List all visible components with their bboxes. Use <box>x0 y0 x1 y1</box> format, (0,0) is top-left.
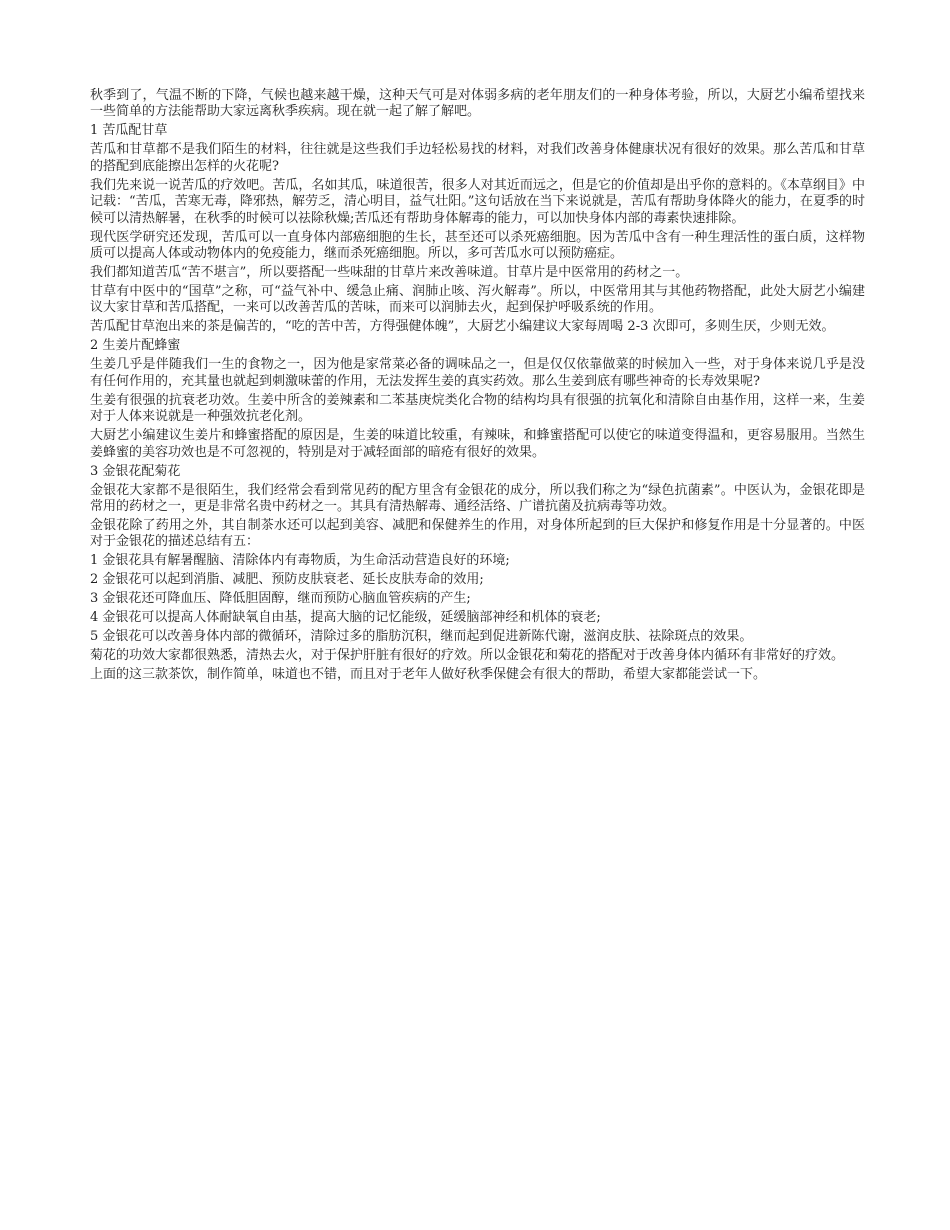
paragraph: 我们都知道苦瓜“苦不堪言”，所以要搭配一些味甜的甘草片来改善味道。甘草片是中医常用的药材之一。 <box>90 265 689 281</box>
list-item: 4 金银花可以提高人体耐缺氧自由基，提高大脑的记忆能级，延缓脑部神经和机体的衰老; <box>90 610 601 626</box>
section-heading-honeysuckle-chrysanthemum: 3 金银花配菊花 <box>90 463 181 479</box>
article-body <box>90 88 865 686</box>
section-heading-bitter-melon: 1 苦瓜配甘草 <box>90 123 168 139</box>
list-item: 1 金银花具有解暑醒脑、清除体内有毒物质，为生命活动营造良好的环境; <box>90 553 510 569</box>
list-item: 5 金银花可以改善身体内部的微循环，清除过多的脂肪沉积，继而起到促进新陈代谢，滋润皮肤、祛除斑点的效果。 <box>90 629 753 645</box>
section-heading-ginger-honey: 2 生姜片配蜂蜜 <box>90 338 181 354</box>
closing-paragraph: 上面的这三款茶饮，制作简单，味道也不错，而且对于老年人做好秋季保健会有很大的帮助，希望大家都能尝试一下。 <box>90 667 767 683</box>
paragraph: 菊花的功效大家都很熟悉，清热去火，对于保护肝脏有很好的疗效。所以金银花和菊花的搭配对于改善身体内循环有非常好的疗效。 <box>90 648 845 664</box>
list-item: 3 金银花还可降血压、降低胆固醇，继而预防心脑血管疾病的产生; <box>90 591 471 607</box>
paragraph: 苦瓜配甘草泡出来的茶是偏苦的，“吃的苦中苦，方得强健体魄”，大厨艺小编建议大家每周喝 2-3 次即可，多则生厌，少则无效。 <box>90 319 835 335</box>
paragraph: 现代医学研究还发现，苦瓜可以一直身体内部癌细胞的生长，甚至还可以杀死癌细胞。因为苦瓜中含有一种生理活性的蛋白质，这样物质可以提高人体或动物体内的免疫能力，继而杀死癌细胞。所以，多可苦瓜水可以预防癌症。 <box>90 229 865 262</box>
paragraph: 甘草有中医中的“国草”之称，可“益气补中、缓急止痛、润肺止咳、泻火解毒”。所以，中医常用其与其他药物搭配，此处大厨艺小编建议大家甘草和苦瓜搭配，一来可以改善苦瓜的苦味，而来可以润肺去火，起到保护呼吸系统的作用。 <box>90 284 865 316</box>
paragraph: 金银花大家都不是很陌生，我们经常会看到常见药的配方里含有金银花的成分，所以我们称之为“绿色抗菌素”。中医认为，金银花即是常用的药材之一，更是非常名贵中药材之一。其具有清热解毒、通经活络、广谱抗菌及抗病毒等功效。 <box>90 482 865 515</box>
paragraph: 金银花除了药用之外，其自制茶水还可以起到美容、减肥和保健养生的作用，对身体所起到的巨大保护和修复作用是十分显著的。中医对于金银花的描述总结有五： <box>90 518 865 550</box>
paragraph: 生姜几乎是伴随我们一生的食物之一，因为他是家常菜必备的调味品之一，但是仅仅依靠做菜的时候加入一些，对于身体来说几乎是没有任何作用的，充其量也就起到刺激味蕾的作用，无法发挥生姜的真实药效。那么生姜到底有哪些神奇的长寿效果呢? <box>90 357 865 389</box>
paragraph: 苦瓜和甘草都不是我们陌生的材料，往往就是这些我们手边轻松易找的材料，对我们改善身体健康状况有很好的效果。那么苦瓜和甘草的搭配到底能擦出怎样的火花呢? <box>90 142 865 174</box>
list-item: 2 金银花可以起到消脂、减肥、预防皮肤衰老、延长皮肤寿命的效用; <box>90 572 484 588</box>
paragraph: 大厨艺小编建议生姜片和蜂蜜搭配的原因是，生姜的味道比较重，有辣味，和蜂蜜搭配可以使它的味道变得温和，更容易服用。当然生姜蜂蜜的美容功效也是不可忽视的，特别是对于减轻面部的暗疮有很好的效果。 <box>90 428 865 460</box>
paragraph: 生姜有很强的抗衰老功效。生姜中所含的姜辣素和二苯基庚烷类化合物的结构均具有很强的抗氧化和清除自由基作用，这样一来，生姜对于人体来说就是一种强效抗老化剂。 <box>90 392 865 425</box>
intro-paragraph: 秋季到了，气温不断的下降，气候也越来越干燥，这种天气可是对体弱多病的老年朋友们的一种身体考验，所以，大厨艺小编希望找来一些简单的方法能帮助大家远离秋季疾病。现在就一起了解了解吧。 <box>90 88 865 120</box>
paragraph: 我们先来说一说苦瓜的疗效吧。苦瓜，名如其瓜，味道很苦，很多人对其近而远之，但是它的价值却是出乎你的意料的。《本草纲目》中记载：“苦瓜，苦寒无毒，降邪热，解劳乏，清心明目，益气壮阳。”这句话放在当下来说就是，苦瓜有帮助身体降火的能力，在夏季的时候可以清热解暑，在秋季的时候可以祛除秋燥;苦瓜还有帮助身体解毒的能力，可以加快身体内部的毒素快速排除。 <box>90 177 865 226</box>
